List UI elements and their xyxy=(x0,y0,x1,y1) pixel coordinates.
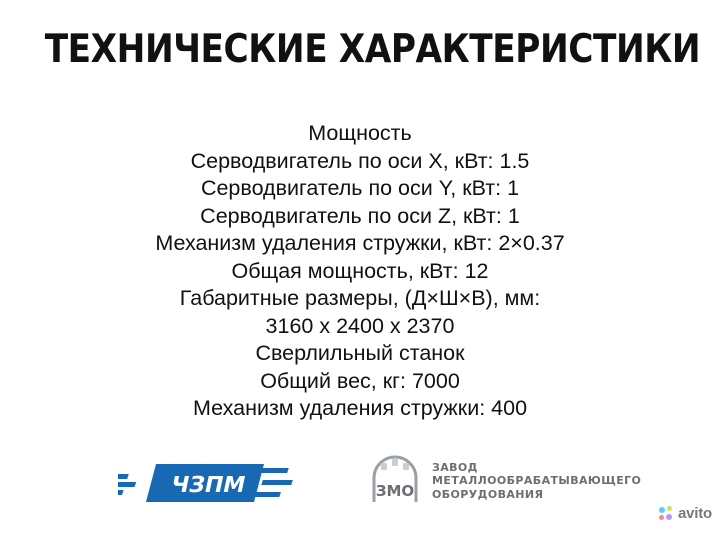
zmo-logo-line2: МЕТАЛЛООБРАБАТЫВАЮЩЕГО xyxy=(432,474,642,488)
zmo-logo-mark-text: ЗМО xyxy=(375,482,415,500)
zmo-logo xyxy=(368,454,641,508)
spec-line: Серводвигатель по оси X, кВт: 1.5 xyxy=(190,148,530,173)
footer xyxy=(0,444,720,532)
spec-line: Серводвигатель по оси Y, кВт: 1 xyxy=(200,176,520,200)
spec-line: Общий вес, кг: 7000 xyxy=(260,368,460,393)
avito-watermark xyxy=(659,505,712,522)
spec-line: Механизм удаления стружки, кВт: 2×0.37 xyxy=(155,231,565,255)
page-title-container xyxy=(0,27,720,72)
spec-line: Мощность xyxy=(308,121,412,145)
spec-line: Габаритные размеры, (Д×Ш×В), мм: xyxy=(179,286,541,310)
czpm-logo xyxy=(118,458,294,508)
spec-line: Сверлильный станок xyxy=(255,341,465,365)
zmo-logo-mark xyxy=(368,454,422,508)
spec-line: Механизм удаления стружки: 400 xyxy=(192,396,528,420)
avito-watermark-text: avito xyxy=(677,505,712,522)
spec-line: Серводвигатель по оси Z, кВт: 1 xyxy=(200,203,520,228)
spec-line: Общая мощность, кВт: 12 xyxy=(231,258,489,283)
zmo-logo-line3: ОБОРУДОВАНИЯ xyxy=(432,487,544,501)
spec-line: 3160 х 2400 х 2370 xyxy=(265,313,455,338)
czpm-logo-text: ЧЗПМ xyxy=(168,472,248,498)
zmo-logo-line1: ЗАВОД xyxy=(432,460,478,474)
specifications-list xyxy=(0,120,720,423)
page-title: ТЕХНИЧЕСКИЕ ХАРАКТЕРИСТИКИ xyxy=(44,27,701,72)
zmo-logo-text-block xyxy=(432,461,641,502)
avito-logo-icon xyxy=(659,506,674,521)
